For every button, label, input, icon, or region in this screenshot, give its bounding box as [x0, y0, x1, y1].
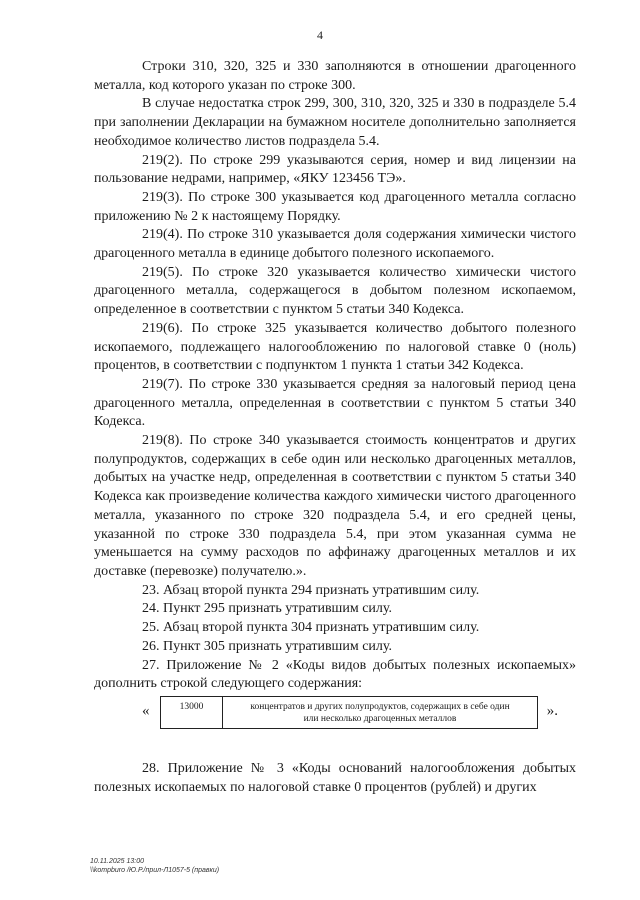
paragraph: Строки 310, 320, 325 и 330 заполняются в отношении драгоценного металла, код которого указан по строке 300.: [94, 59, 576, 93]
code-table: [160, 696, 538, 729]
footer-date: 10.11.2025 13:00: [90, 858, 144, 865]
footer-path: \\kompburo /Ю.Р./прил-Л1057-5 (правки): [90, 867, 220, 874]
description-cell: [223, 697, 537, 728]
paragraph: 219(5). По строке 320 указывается количество химически чистого драгоценного металла, содержащегося в добытом полезном ископаемом, определенное в соответствии с пунктом 5 статьи 340 Кодекса.: [94, 264, 576, 318]
list-item-24: 24. Пункт 295 признать утратившим силу.: [142, 601, 392, 617]
paragraph: 219(3). По строке 300 указывается код драгоценного металла согласно приложению № 2 к настоящему Порядку.: [94, 189, 576, 224]
paragraph: 219(4). По строке 310 указывается доля содержания химически чистого драгоценного металла в единице добытого полезного ископаемого.: [94, 227, 576, 262]
list-item-28: 28. Приложение № 3 «Коды оснований налогообложения добытых полезных ископаемых по налоговой ставке 0 процентов (рублей) и других: [94, 760, 576, 795]
close-quote: ».: [546, 702, 558, 719]
document-body: [94, 58, 576, 797]
inserted-table-row: [94, 696, 576, 730]
description-line: концентратов и других полупродуктов, содержащих в себе один: [250, 701, 510, 712]
paragraph: 219(6). По строке 325 указывается количество добытого полезного ископаемого, подлежащего налогообложению по налоговой ставке 0 (ноль) процентов, в соответствии с подпунктом 1 пункта 1 статьи 342 Кодекса.: [94, 320, 576, 374]
paragraph: В случае недостатка строк 299, 300, 310, 320, 325 и 330 в подразделе 5.4 при заполнении Декларации на бумажном носителе дополнительно заполняется необходимое количество листов подраздела 5.4.: [94, 96, 576, 149]
code-cell: 13000: [161, 697, 223, 728]
paragraph: 219(7). По строке 330 указывается средняя за налоговый период цена драгоценного металла, определенная в соответствии с пунктом 5 статьи 340 Кодекса.: [94, 376, 576, 430]
list-item-23: 23. Абзац второй пункта 294 признать утратившим силу.: [142, 582, 480, 598]
list-item-26: 26. Пункт 305 признать утратившим силу.: [142, 638, 392, 654]
open-quote: «: [142, 702, 150, 719]
list-item-25: 25. Абзац второй пункта 304 признать утратившим силу.: [142, 620, 480, 636]
paragraph: 219(2). По строке 299 указываются серия, номер и вид лицензии на пользование недрами, например, «ЯКУ 123456 ТЭ».: [94, 152, 576, 187]
paragraph: 219(8). По строке 340 указывается стоимость концентратов и других полупродуктов, содержащих в себе один или несколько драгоценных металлов, добытых на участке недр, определенная в соответствии с пунктом 5 статьи 340 Кодекса как произведение количества каждого химически чистого драгоценного металла, указанного по строке 320 подраздела 5.4, и его средней цены, указанной по строке 330 подраздела 5.4, при этом указанная сумма не уменьшается на сумму расходов по аффинажу драгоценных металлов и их доставке (перевозке) получателю.».: [94, 433, 576, 579]
description-line: или несколько драгоценных металлов: [303, 713, 457, 724]
page-number: 4: [317, 28, 323, 42]
list-item-27: 27. Приложение № 2 «Коды видов добытых полезных ископаемых» дополнить строкой следующего содержания:: [94, 657, 576, 692]
footer-stamp: [90, 857, 219, 875]
